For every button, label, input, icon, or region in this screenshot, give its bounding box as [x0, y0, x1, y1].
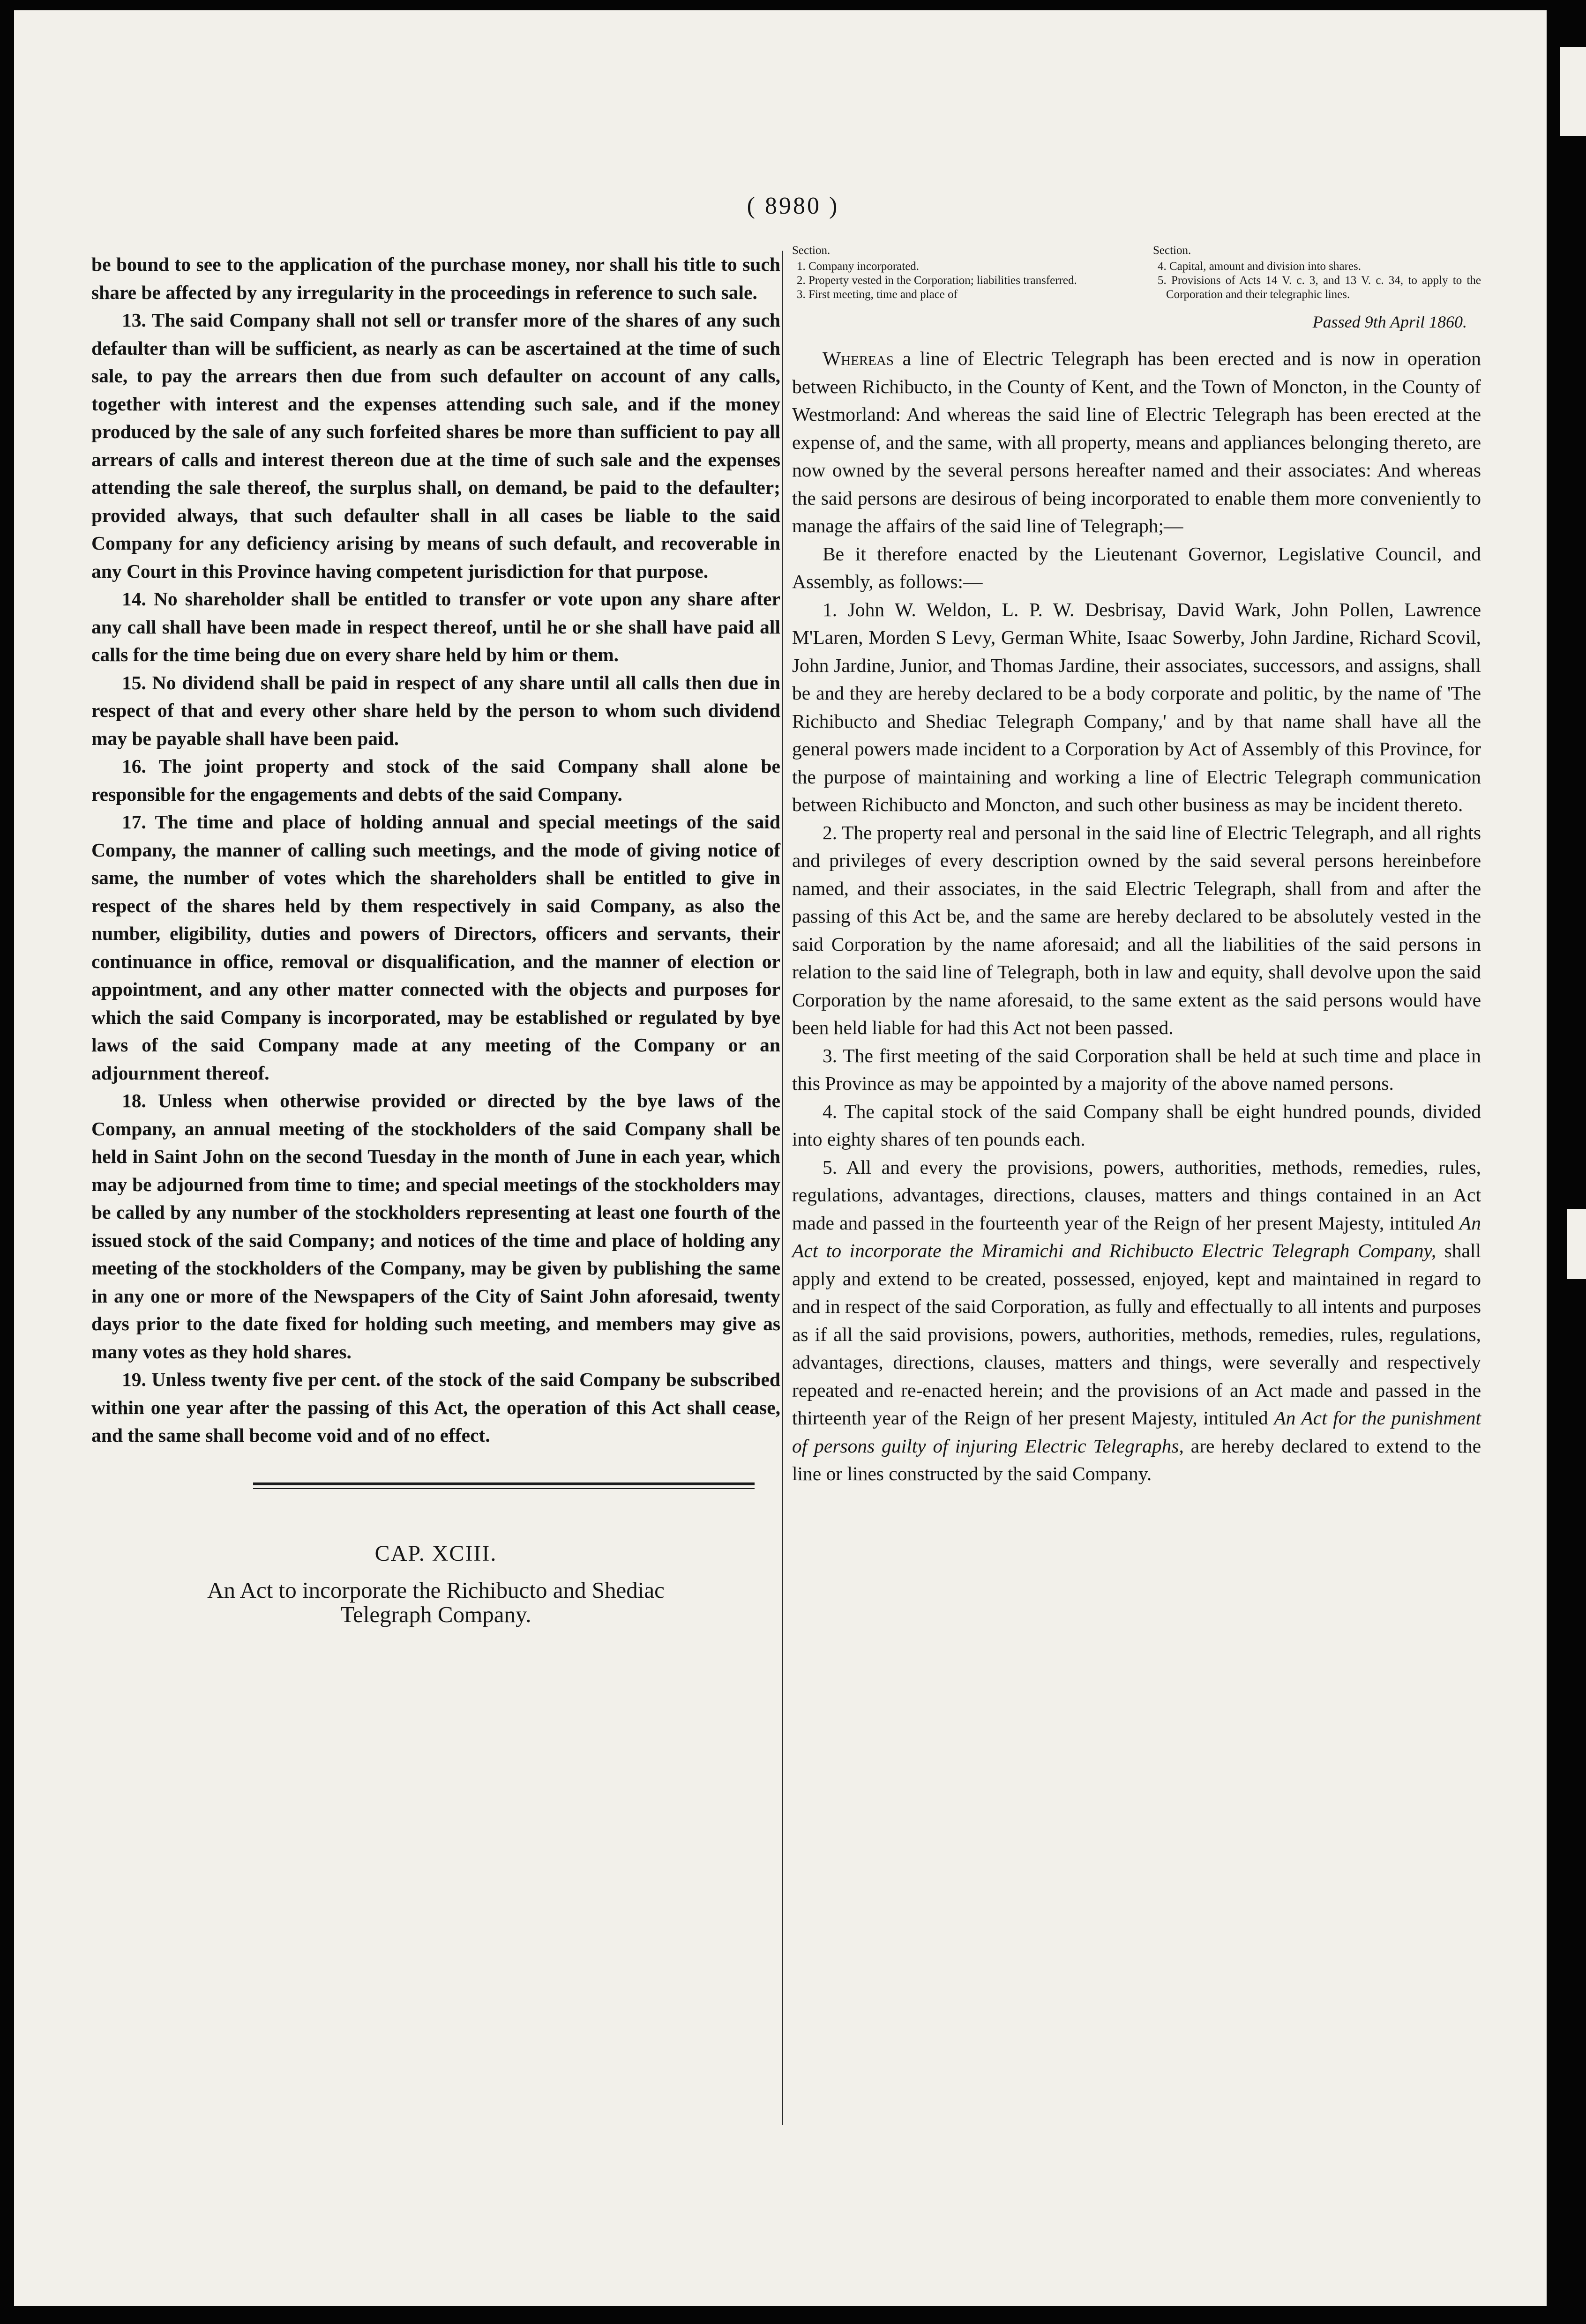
section-number: 15.: [122, 671, 146, 693]
right-column: [792, 244, 1481, 1488]
section-index-item: 2. Property vested in the Corporation; liabilities transferred.: [797, 274, 1077, 287]
section-text: The joint property and stock of the said Company shall alone be responsible for the engagements and debts of the said Company.: [91, 755, 780, 805]
preamble: [792, 345, 1481, 540]
section-number: 5.: [823, 1156, 838, 1178]
section-index-item: 1. Company incorporated.: [797, 260, 920, 273]
section-13: [91, 306, 780, 585]
chapter-title: CAP. XCIII.: [374, 1541, 497, 1566]
section-2: [792, 819, 1481, 1042]
section-index-item: 5. Provisions of Acts 14 V. c. 3, and 13 V. c. 34, to apply to the Corporation and their telegraphic lines.: [1158, 274, 1481, 301]
section-16: [91, 752, 780, 808]
section-text: Unless twenty five per cent. of the stock of the said Company be subscribed within one year after the passing of this Act, the operation of this Act shall cease, and the same shall become void and of no effect.: [91, 1369, 780, 1446]
section-4: [792, 1098, 1481, 1154]
section-text: No shareholder shall be entitled to transfer or vote upon any share after any call shall have been made in respect thereof, until he or she shall have paid all calls for the time being due on every share held by him or them.: [91, 588, 781, 665]
section-number: 18.: [122, 1090, 146, 1111]
section-number: 3.: [823, 1044, 838, 1066]
section-text: The time and place of holding annual and special meetings of the said Company, the manner of calling such meetings, and the mode of giving notice of same, the number of votes which the shareholders shall be entitled to give in respect of the shares held by them respectively in said Company, as also the number, eligibility, duties and powers of Directors, officers and servants, their continuance in office, removal or disqualification, and the manner of election or appointment, and any other matter connected with the objects and purposes for which the said Company is incorporated, may be established or regulated by bye laws of the said Company made at any meeting of the Company or an adjournment thereof.: [91, 811, 780, 1084]
continuation-paragraph: be bound to see to the application of the purchase money, nor shall his title to such share be affected by any irregularity in the proceedings in reference to such sale.: [91, 253, 780, 303]
page-number: ( 8980 ): [747, 193, 839, 219]
section-divider-thick: [253, 1482, 755, 1485]
section-index-right: [1153, 244, 1481, 302]
section-text: shall apply and extend to be created, possessed, enjoyed, kept and maintained in regard to and in respect of the said Corporation, as fully and effectually to all intents and purposes as if all the said provisions, powers, authorities, methods, remedies, rules, regulations, advantages, directions, clauses, matters and things, were severally and respectively repeated and re-enacted herein; and the provisions of an Act made and passed in the thirteenth year of the Reign of her present Majesty, intituled: [792, 1240, 1481, 1429]
section-text: No dividend shall be paid in respect of any share until all calls then due in respect of that and every other share held by the person to whom such dividend may be payable shall have been paid.: [91, 671, 780, 749]
section-number: 4.: [823, 1100, 838, 1122]
section-text: are hereby declared to extend to the line or lines constructed by the said Company.: [792, 1435, 1481, 1484]
section-number: 13.: [122, 309, 146, 331]
cited-act-title: An Act to incorporate the Miramichi and Richibucto Electric Telegraph Company,: [792, 1212, 1481, 1261]
section-index-heading: Section.: [1153, 244, 1191, 257]
section-14: [91, 585, 780, 669]
section-3: [792, 1042, 1481, 1098]
left-column: [91, 251, 780, 1627]
section-text: The first meeting of the said Corporation shall be held at such time and place in this Province as may be appointed by a majority of the above named persons.: [792, 1044, 1481, 1094]
section-text: The capital stock of the said Company shall be eight hundred pounds, divided into eighty shares of ten pounds each.: [792, 1100, 1481, 1150]
section-19: [91, 1366, 780, 1450]
section-number: 17.: [122, 811, 146, 833]
section-15: [91, 669, 780, 753]
section-18: [91, 1087, 780, 1366]
section-17: [91, 808, 780, 1087]
act-title-line-2: Telegraph Company.: [340, 1601, 531, 1627]
cited-act-title: An Act for the punishment of persons guilty of injuring Electric Telegraphs,: [792, 1407, 1481, 1457]
act-title-line-1: An Act to incorporate the Richibucto and Shediac: [207, 1577, 665, 1603]
section-divider-thin: [253, 1488, 755, 1489]
enacting-clause: Be it therefore enacted by the Lieutenant Governor, Legislative Council, and Assembly, as follows:—: [792, 543, 1481, 592]
column-divider: [782, 251, 783, 2125]
section-index-heading: Section.: [792, 244, 830, 257]
preamble-text: a line of Electric Telegraph has been erected and is now in operation between Richibucto, in the County of Kent, and the Town of Moncton, in the County of Westmorland: And whereas the said line of Electric Telegraph has been erected at the expense of, and the same, with all property, means and appliances belonging thereto, are now owned by the several persons hereafter named and their associates: And whereas the said persons are desirous of being incorporated to enable them more conveniently to manage the affairs of the said line of Telegraph;—: [792, 348, 1481, 536]
section-text: All and every the provisions, powers, authorities, methods, remedies, rules, regulations, advantages, directions, clauses, matters and things contained in an Act made and passed in the fourteenth year of the Reign of her present Majesty, intituled: [792, 1156, 1481, 1234]
section-index-item: 4. Capital, amount and division into shares.: [1158, 260, 1361, 273]
section-text: Unless when otherwise provided or directed by the bye laws of the Company, an annual meeting of the stockholders of the said Company shall be held in Saint John on the second Tuesday in the month of June in each year, which may be adjourned from time to time; and special meetings of the stockholders may be called by any number of the stockholders representing at least one fourth of the issued stock of the said Company; and notices of the time and place of holding any meeting of the stockholders of the Company, may be given by publishing the same in any one or more of the Newspapers of the City of Saint John aforesaid, twenty days prior to the date fixed for holding such meeting, and members may give as many votes as they hold shares.: [91, 1090, 780, 1363]
preamble-whereas: Whereas: [823, 348, 894, 369]
section-index-left: [792, 244, 1120, 302]
section-text: The property real and personal in the said line of Electric Telegraph, and all rights and privileges of every description owned by the said several persons hereinbefore named, and their associates, in the said Electric Telegraph, shall from and after the passing of this Act be, and the same are hereby declared to be absolutely vested in the said Corporation by the name aforesaid; and all the liabilities of the said persons in relation to the said line of Telegraph, both in law and equity, shall devolve upon the said Corporation by the name aforesaid, to the same extent as the said persons would have been held liable for had this Act not been passed.: [792, 821, 1481, 1038]
section-index-item: 3. First meeting, time and place of: [797, 288, 958, 301]
section-number: 2.: [823, 821, 838, 843]
section-number: 14.: [122, 588, 146, 610]
section-text: John W. Weldon, L. P. W. Desbrisay, David Wark, John Pollen, Lawrence M'Laren, Morden S Levy, German White, Isaac Sowerby, John Jardine, Richard Scovil, John Jardine, Junior, and Thomas Jardine, their associates, successors, and assigns, shall be and they are hereby declared to be a body corporate and politic, by the name of 'The Richibucto and Shediac Telegraph Company,' and by that name shall have all the general powers made incident to a Corporation by Act of Assembly of this Province, for the purpose of maintaining and working a line of Electric Telegraph communication between Richibucto and Moncton, and such other business as may be incident thereto.: [792, 598, 1481, 815]
section-5: [792, 1154, 1481, 1488]
passed-date: Passed 9th April 1860.: [1312, 313, 1467, 331]
section-number: 1.: [823, 598, 838, 620]
section-number: 19.: [122, 1369, 146, 1390]
section-number: 16.: [122, 755, 146, 777]
act-title: [91, 1578, 780, 1627]
section-text: The said Company shall not sell or transfer more of the shares of any such defaulter than will be sufficient, as nearly as can be ascertained at the time of such sale, to pay the arrears then due from such defaulter on account of any calls, together with interest and the expenses attending such sale, and if the money produced by the sale of any such forfeited shares be more than sufficient to pay all arrears of calls and interest thereon due at the time of such sale and the expenses attending the sale thereof, the surplus shall, on demand, be paid to the defaulter; provided always, that such defaulter shall in all cases be liable to the said Company for any deficiency arising by means of such default, and recoverable in any Court in this Province having competent jurisdiction for that purpose.: [91, 309, 780, 582]
section-1: [792, 596, 1481, 819]
section-index: [792, 244, 1481, 302]
